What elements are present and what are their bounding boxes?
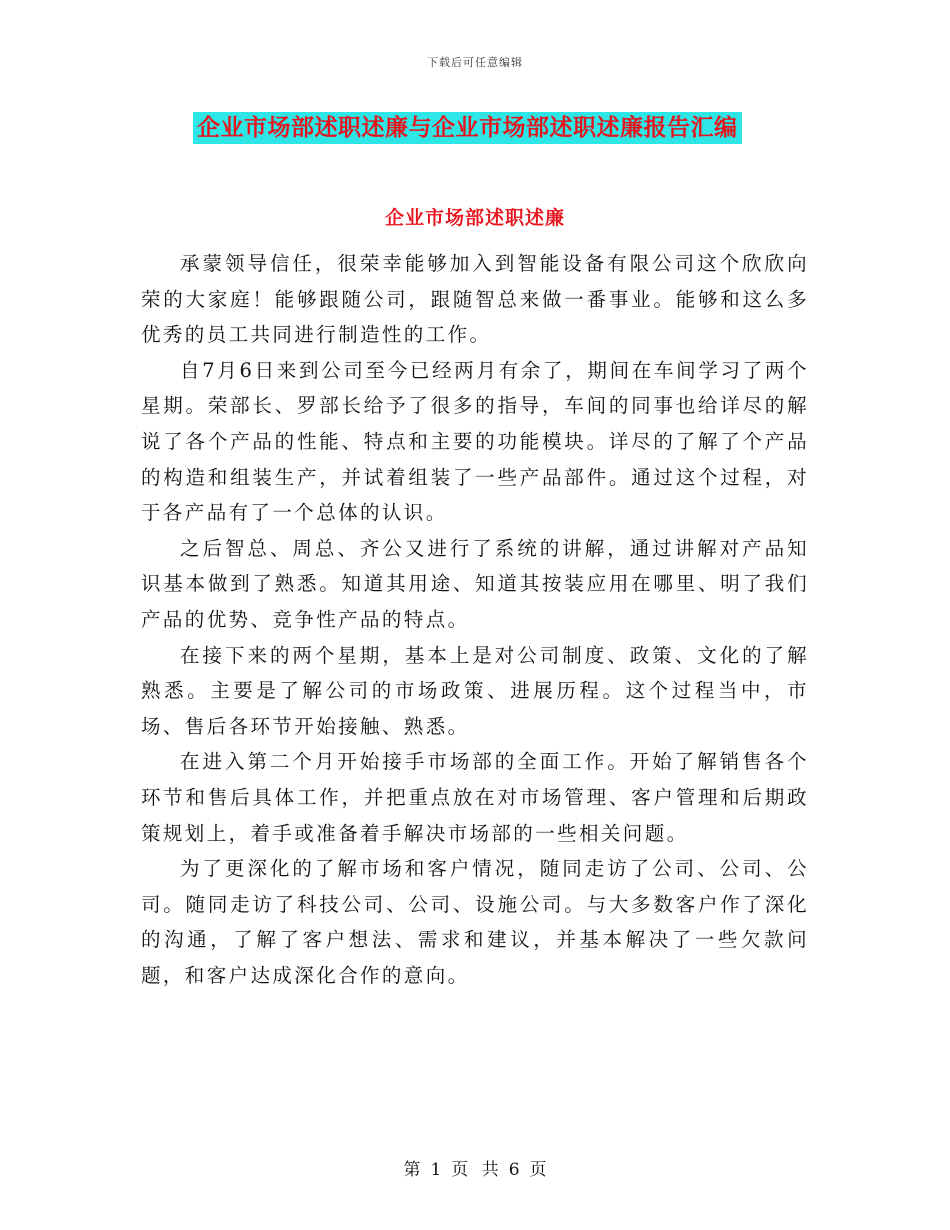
paragraph: 在进入第二个月开始接手市场部的全面工作。开始了解销售各个环节和售后具体工作，并把重点放在对市场管理、客户管理和后期政策规划上，着手或准备着手解决市场部的一些相关问题。 — [141, 750, 809, 845]
footer-suffix: 页 — [529, 1160, 547, 1180]
paragraph: 承蒙领导信任，很荣幸能够加入到智能设备有限公司这个欣欣向荣的大家庭！能够跟随公司，跟随智总来做一番事业。能够和这么多优秀的员工共同进行制造性的工作。 — [141, 252, 809, 347]
section-title: 企业市场部述职述廉 — [384, 207, 565, 229]
paragraph: 自7月6日来到公司至今已经两月有余了，期间在车间学习了两个星期。荣部长、罗部长给予了很多的指导，车间的同事也给详尽的解说了各个产品的性能、特点和主要的功能模块。详尽的了解了个产品的构造和组装生产，并试着组装了一些产品部件。通过这个过程，对于各产品有了一个总体的认识。 — [141, 358, 809, 525]
paragraph: 之后智总、周总、齐公又进行了系统的讲解，通过讲解对产品知识基本做到了熟悉。知道其用途、知道其按装应用在哪里、明了我们产品的优势、竞争性产品的特点。 — [141, 536, 809, 631]
header-note: 下载后可任意编辑 — [427, 56, 523, 69]
footer-total-pages: 6 — [508, 1160, 520, 1180]
footer-middle: 页 共 — [451, 1160, 499, 1180]
footer-prefix: 第 — [403, 1160, 421, 1180]
footer-page-number: 1 — [430, 1160, 442, 1180]
page-footer — [0, 1155, 950, 1180]
paragraph: 在接下来的两个星期，基本上是对公司制度、政策、文化的了解熟悉。主要是了解公司的市场政策、进展历程。这个过程当中，市场、售后各环节开始接触、熟悉。 — [141, 643, 809, 738]
paragraph: 为了更深化的了解市场和客户情况，随同走访了公司、公司、公司。随同走访了科技公司、公司、设施公司。与大多数客户作了深化的沟通，了解了客户想法、需求和建议，并基本解决了一些欠款问题，和客户达成深化合作的意向。 — [141, 857, 809, 987]
document-title: 企业市场部述职述廉与企业市场部述职述廉报告汇编 — [193, 112, 742, 144]
document-body — [141, 246, 809, 993]
